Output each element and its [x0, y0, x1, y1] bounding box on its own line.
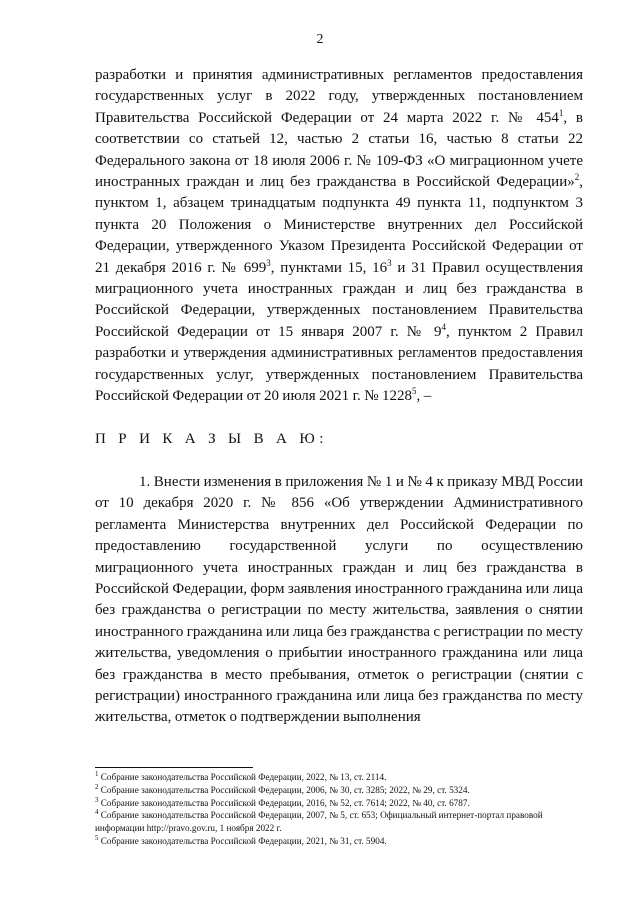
footnote-number: 2 [95, 782, 99, 791]
footnote-3 [95, 797, 585, 810]
intro-text-1: разработки и принятия административных регламентов предоставления государственных услуг в 2022 году, утвержденных постановлением Правительства Российской Федерации от 24 марта 2022 г. № 454 [95, 67, 583, 126]
footnote-text: Собрание законодательства Российской Федерации, 2022, № 13, ст. 2114. [100, 772, 387, 782]
footnote-ref: 4 [441, 321, 446, 332]
footnote-text: Собрание законодательства Российской Федерации, 2021, № 31, ст. 5904. [100, 835, 387, 846]
page-number: 2 [316, 32, 324, 47]
footnote-5 [95, 835, 585, 848]
footnote-ref: 3 [387, 257, 392, 268]
order-heading: П Р И К А З Ы В А Ю: [95, 430, 328, 447]
footnote-1 [95, 771, 585, 784]
intro-text-7: , – [416, 388, 432, 405]
footnote-2 [95, 784, 585, 797]
order-item-1: 1. Внести изменения в приложения № 1 и № 4 к приказу МВД России от 10 декабря 2020 г. № 856 «Об утверждении Административного регламента Министерства внутренних дел Российской Федерации по предоставлению государственной услуги по осуществлению миграционного учета иностранных граждан и лиц без гражданства в Российской Федерации, форм заявления иностранного гражданина или лица без гражданства о регистрации по месту жительства, заявления о снятии иностранного гражданина или лица без гражданства с регистрации по месту жительства, уведомления о прибытии иностранного гражданина или лица без гражданства в место пребывания, отметок о регистрации (снятии с регистрации) иностранного гражданина или лица без гражданства по месту жительства, отметок о подтверждении выполнения [95, 473, 583, 726]
footnote-number: 3 [95, 795, 99, 804]
footnote-text: Собрание законодательства Российской Федерации, 2016, № 52, ст. 7614; 2022, № 40, ст. 6787. [100, 797, 470, 808]
footnotes [95, 771, 585, 848]
footnote-ref: 1 [558, 107, 564, 118]
footnote-4 [95, 809, 585, 835]
document-body [95, 65, 583, 729]
footnote-number: 4 [95, 808, 99, 817]
footnote-text: Собрание законодательства Российской Федерации, 2007, № 5, ст. 653; Официальный интернет-портал правовой информации http://pravo.gov.ru, 1 ноября 2022 г. [95, 810, 543, 834]
footnote-ref: 5 [412, 386, 417, 397]
footnote-ref: 2 [574, 172, 580, 183]
footnote-text: Собрание законодательства Российской Федерации, 2006, № 30, ст. 3285; 2022, № 29, ст. 5324. [100, 784, 470, 795]
footnote-separator [95, 767, 253, 768]
intro-text-4: , пунктами 15, 16 [270, 259, 388, 276]
footnote-number: 1 [95, 769, 99, 778]
intro-paragraph [95, 65, 583, 408]
footnote-number: 5 [95, 833, 99, 842]
intro-text-2: , в соответствии со статьей 12, частью 2 статьи 16, частью 8 статьи 22 Федерального закона от 18 июля 2006 г. № 109-ФЗ «О миграционном учете иностранных граждан и лиц без гражданства в Российской Федерации» [95, 109, 583, 191]
intro-text-3: , пунктом 1, абзацем тринадцатым подпункта 49 пункта 11, подпунктом 3 пункта 20 Положения о Министерстве внутренних дел Российской Федерации, утвержденного Указом Президента Российской Федерации от 21 декабря 2016 г. № 699 [95, 174, 583, 276]
intro-text-6: , пунктом 2 Правил разработки и утверждения административных регламентов предоставления государственных услуг, утвержденных постановлением Правительства Российской Федерации от 20 июля 2021 г. № 1228 [95, 323, 583, 405]
intro-text-5: и 31 Правил осуществления миграционного учета иностранных граждан и лиц без гражданства в Российской Федерации, утвержденных постановлением Правительства Российской Федерации от 15 января 2007 г. № 9 [95, 259, 583, 340]
footnote-ref: 3 [266, 257, 271, 268]
